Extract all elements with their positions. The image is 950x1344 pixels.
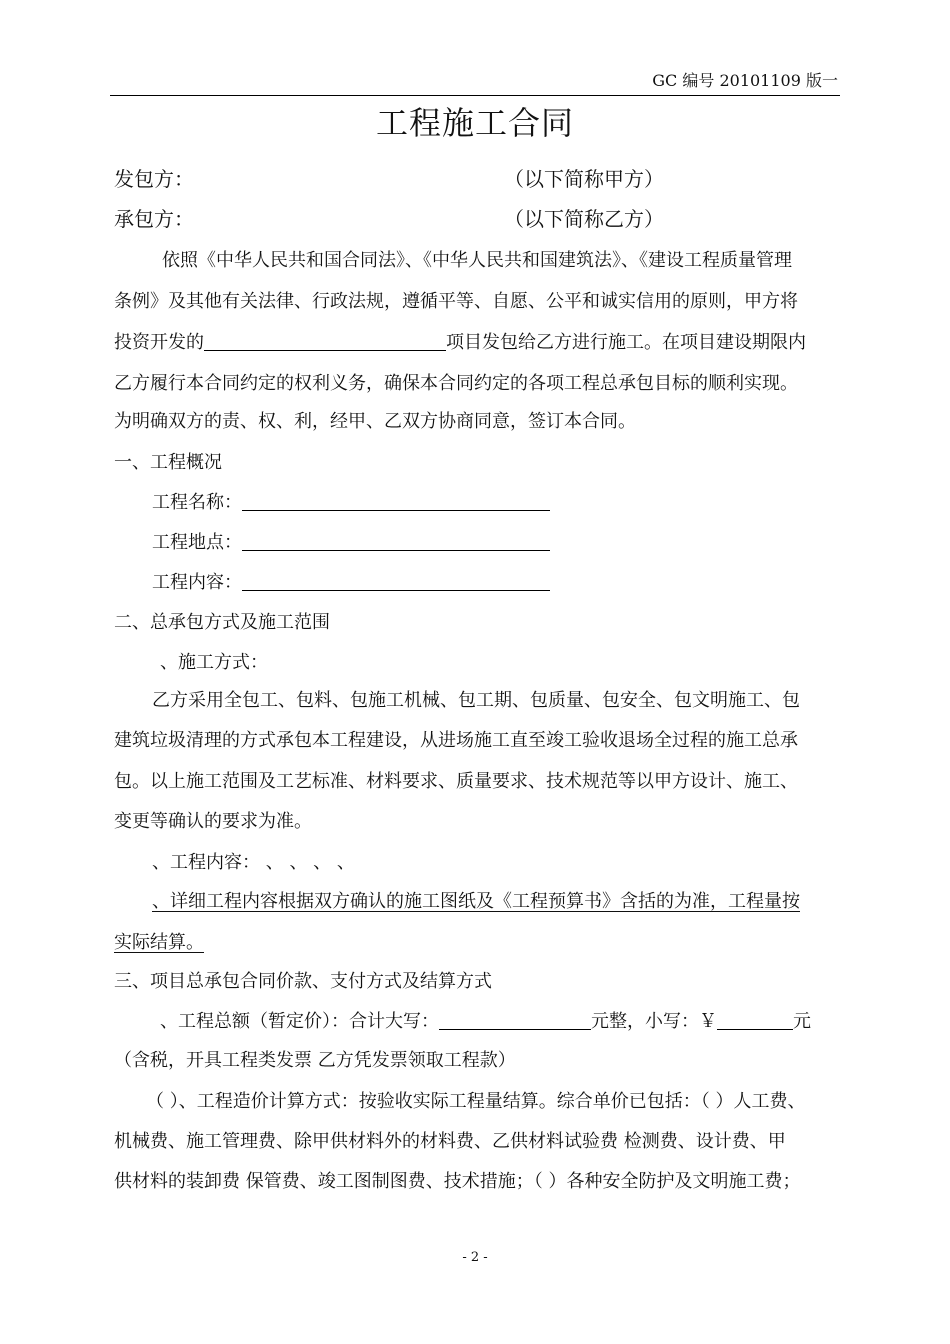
work-content-line: 、工程内容： 、 、 、 、 (152, 852, 355, 873)
amount-figures-field[interactable] (717, 1011, 793, 1030)
project-content-row (152, 568, 550, 594)
cost-line-1: （ ）、工程造价计算方式：按验收实际工程量结算。综合单价已包括：（ ）人工费、 (146, 1091, 806, 1112)
method-line-4: 变更等确认的要求为准。 (114, 811, 312, 832)
preamble-line-2: 条例》及其他有关法律、行政法规，遵循平等、自愿、公平和诚实信用的原则，甲方将 (114, 291, 798, 312)
method-line-3: 包。以上施工范围及工艺标准、材料要求、质量要求、技术规范等以甲方设计、施工、 (114, 771, 798, 792)
preamble-line-3-end: 项目发包给乙方进行施工。在项目建设期限内 (446, 332, 806, 353)
project-name-blank[interactable] (204, 332, 446, 351)
preamble-line-5: 为明确双方的责、权、利，经甲、乙双方协商同意，签订本合同。 (114, 411, 636, 432)
construction-method-label: 、施工方式： (160, 652, 268, 673)
cost-line-2: 机械费、施工管理费、除甲供材料外的材料费、乙供材料试验费 检测费、设计费、甲 (114, 1131, 786, 1152)
section-1-heading: 一、工程概况 (114, 452, 222, 473)
project-content-label: 工程内容： (152, 572, 242, 593)
project-name-field[interactable] (242, 492, 550, 511)
total-amount-label: 、工程总额（暂定价）：合计大写： (160, 1011, 439, 1032)
total-amount-row (160, 1007, 811, 1033)
contractor-note: （以下简称乙方） (504, 207, 664, 231)
project-location-row (152, 528, 550, 554)
preamble-line-3-start: 投资开发的 (114, 332, 204, 353)
employer-label: 发包方： (114, 167, 194, 191)
method-line-2: 建筑垃圾清理的方式承包本工程建设，从进场施工直至竣工验收退场全过程的施工总承 (114, 730, 798, 751)
detail-line-2: 实际结算。 (114, 932, 204, 953)
method-line-1: 乙方采用全包工、包料、包施工机械、包工期、包质量、包安全、包文明施工、包 (152, 690, 800, 711)
section-3-heading: 三、项目总承包合同价款、支付方式及结算方式 (114, 971, 492, 992)
preamble-line-4: 乙方履行本合同约定的权利义务，确保本合同约定的各项工程总承包目标的顺利实现。 (114, 373, 798, 394)
employer-note: （以下简称甲方） (504, 167, 664, 191)
contractor-label: 承包方： (114, 207, 194, 231)
header-divider (110, 95, 840, 96)
tax-note: （含税，开具工程类发票 乙方凭发票领取工程款） (114, 1050, 516, 1071)
preamble-line-3 (114, 328, 806, 354)
section-2-heading: 二、总承包方式及施工范围 (114, 612, 330, 633)
preamble-line-1: 依照《中华人民共和国合同法》、《中华人民共和国建筑法》、《建设工程质量管理 (162, 250, 792, 271)
project-content-field[interactable] (242, 572, 550, 591)
total-amount-unit: 元 (793, 1011, 811, 1032)
page-number: - 2 - (462, 1250, 488, 1265)
document-code: GC 编号 20101109 版一 (652, 71, 838, 90)
amount-words-field[interactable] (439, 1011, 591, 1030)
total-amount-mid: 元整，小写：￥ (591, 1011, 717, 1032)
project-location-field[interactable] (242, 532, 550, 551)
detail-line-1: 、详细工程内容根据双方确认的施工图纸及《工程预算书》含括的为准，工程量按 (152, 891, 800, 912)
project-location-label: 工程地点： (152, 532, 242, 553)
project-name-label: 工程名称： (152, 492, 242, 513)
project-name-row (152, 488, 550, 514)
page-title: 工程施工合同 (375, 104, 574, 142)
cost-line-3: 供材料的装卸费 保管费、竣工图制图费、技术措施；（ ）各种安全防护及文明施工费； (114, 1171, 801, 1192)
